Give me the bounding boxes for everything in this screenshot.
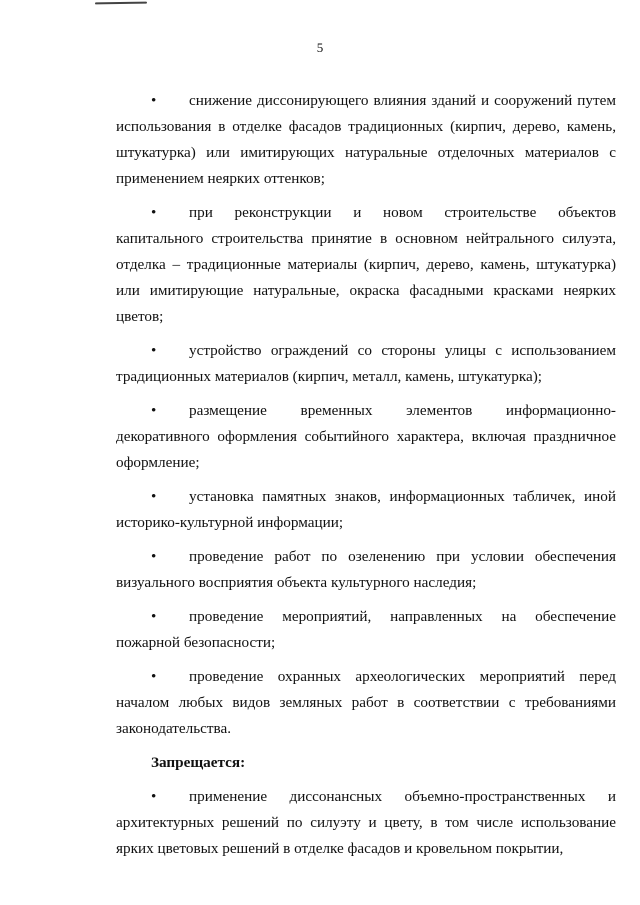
scan-artifact-mark — [95, 2, 147, 5]
list-item — [116, 338, 616, 390]
list-item — [116, 484, 616, 536]
bullet-icon: • — [151, 488, 157, 505]
list-item — [116, 398, 616, 476]
bullet-icon: • — [151, 668, 157, 685]
list-item — [116, 784, 616, 862]
document-body — [116, 88, 616, 862]
list-item — [116, 544, 616, 596]
bullet-icon: • — [151, 342, 157, 359]
list-item — [116, 88, 616, 192]
bullet-icon: • — [151, 548, 157, 565]
list-item-text: снижение диссонирующего влияния зданий и сооружений путем использования в отделке фасадов традиционных (кирпич, дерево, камень, штукатурка) или имитирующих натуральные отделочных материалов с применением неярких оттенков; — [116, 92, 616, 187]
prohibited-heading: Запрещается: — [151, 754, 246, 771]
list-item-text: проведение работ по озеленению при условии обеспечения визуального восприятия объекта культурного наследия; — [116, 548, 616, 591]
list-item — [116, 664, 616, 742]
list-item-text: проведение охранных археологических мероприятий перед началом любых видов земляных работ в соответствии с требованиями законодательства. — [116, 668, 616, 737]
bullet-icon: • — [151, 788, 157, 805]
page-number: 5 — [316, 40, 324, 55]
bullet-icon: • — [151, 402, 157, 419]
list-item-text: устройство ограждений со стороны улицы с использованием традиционных материалов (кирпич, металл, камень, штукатурка); — [116, 342, 616, 385]
bullet-icon: • — [151, 92, 157, 109]
bullet-icon: • — [151, 204, 157, 221]
bullet-icon: • — [151, 608, 157, 625]
list-item-text: при реконструкции и новом строительстве объектов капитального строительства принятие в основном нейтрального силуэта, отделка – традиционные материалы (кирпич, дерево, камень, штукатурка) или имитирующие натуральные, окраска фасадными красками неярких цветов; — [116, 204, 616, 325]
list-item-text: размещение временных элементов информационно-декоративного оформления событийного характера, включая праздничное оформление; — [116, 402, 616, 471]
list-item-text: применение диссонансных объемно-пространственных и архитектурных решений по силуэту и цвету, в том числе использование ярких цветовых решений в отделке фасадов и кровельном покрытии, — [116, 788, 616, 857]
list-item-text: установка памятных знаков, информационных табличек, иной историко-культурной информации; — [116, 488, 616, 531]
list-item-text: проведение мероприятий, направленных на обеспечение пожарной безопасности; — [116, 608, 616, 651]
list-item — [116, 200, 616, 330]
list-item — [116, 604, 616, 656]
